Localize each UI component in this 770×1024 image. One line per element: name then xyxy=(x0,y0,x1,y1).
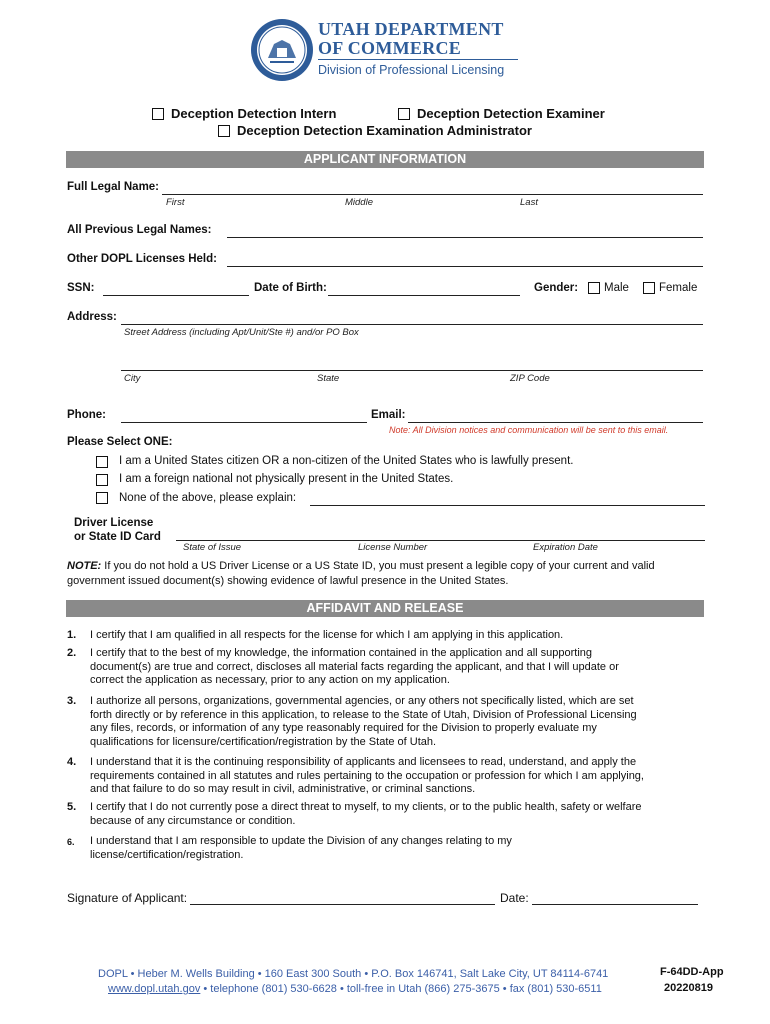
affidavit-item-text xyxy=(90,629,710,643)
address-label: Address: xyxy=(67,311,117,323)
status-foreign-national-label: I am a foreign national not physically present in the United States. xyxy=(119,473,454,485)
affidavit-item-line: forth directly or by reference in this application, to release to the State of Utah, Division of Professional Licensing xyxy=(90,708,637,721)
full-legal-name-label: Full Legal Name: xyxy=(67,181,160,193)
footer-address: DOPL • Heber M. Wells Building • 160 East 300 South • P.O. Box 146741, Salt Lake City, UT 84114-6741 xyxy=(98,968,609,980)
license-type-intern-checkbox[interactable] xyxy=(152,108,164,120)
email-field[interactable] xyxy=(408,422,703,423)
lawful-presence-note xyxy=(67,559,717,589)
affidavit-item-number: 4. xyxy=(67,756,77,768)
state-of-issue-caption: State of Issue xyxy=(183,542,242,553)
affidavit-item-number: 1. xyxy=(67,629,77,641)
affidavit-item-text xyxy=(90,801,710,828)
affidavit-item-text xyxy=(90,756,710,797)
website-link[interactable]: www.dopl.utah.gov xyxy=(108,983,201,995)
street-address-caption: Street Address (including Apt/Unit/Ste #) and/or PO Box xyxy=(124,327,359,338)
affidavit-item-line: I authorize all persons, organizations, governmental agencies, or any others not specifically listed, which are set xyxy=(90,695,634,707)
affidavit-section-title: AFFIDAVIT AND RELEASE xyxy=(66,600,704,617)
note-text-2: government issued document(s) showing evidence of lawful presence in the United States. xyxy=(67,575,509,587)
first-name-caption: First xyxy=(166,197,185,208)
form-date: 20220819 xyxy=(664,982,713,994)
select-one-label: Please Select ONE: xyxy=(67,436,173,448)
affidavit-item-line: and that failure to do so may result in civil, administrative, or criminal sanctions. xyxy=(90,783,476,795)
affidavit-item-line: document(s) are true and correct, discloses all material facts regarding the applicant, and that I will update or xyxy=(90,660,619,673)
license-type-examiner-label: Deception Detection Examiner xyxy=(417,106,605,121)
driver-license-label-1: Driver License xyxy=(74,517,154,529)
email-label: Email: xyxy=(371,409,406,421)
note-text-1: If you do not hold a US Driver License or a US State ID, you must present a legible copy of your current and valid xyxy=(101,560,655,572)
affidavit-item-line: I certify that I am qualified in all respects for the license for which I am applying in this application. xyxy=(90,629,564,641)
status-citizen-label: I am a United States citizen OR a non-citizen of the United States who is lawfully present. xyxy=(119,455,574,467)
status-none-checkbox[interactable] xyxy=(96,492,108,504)
status-citizen-checkbox[interactable] xyxy=(96,456,108,468)
driver-license-label-2: or State ID Card xyxy=(74,531,161,543)
other-licenses-field[interactable] xyxy=(227,266,703,267)
state-caption: State xyxy=(317,373,340,384)
affidavit-item-text xyxy=(90,647,710,688)
phone-field[interactable] xyxy=(121,422,367,423)
gender-female-label: Female xyxy=(659,282,698,294)
affidavit-item-line: requirements contained in all statutes and rules pertaining to the occupation or profession for which I am applying, xyxy=(90,769,644,782)
affidavit-item-line: qualifications for licensure/certification/registration by the State of Utah. xyxy=(90,735,437,748)
affidavit-item-text xyxy=(90,835,710,862)
license-type-examiner-checkbox[interactable] xyxy=(398,108,410,120)
license-number-caption: License Number xyxy=(358,542,428,553)
driver-license-field[interactable] xyxy=(176,540,705,541)
affidavit-item-line: I certify that I do not currently pose a direct threat to myself, to my clients, or to the public health, safety or welfare xyxy=(90,801,642,813)
expiration-date-caption: Expiration Date xyxy=(533,542,598,553)
status-foreign-national-checkbox[interactable] xyxy=(96,474,108,486)
header-divider xyxy=(318,59,518,60)
gender-female-checkbox[interactable] xyxy=(643,282,655,294)
utah-state-seal-icon xyxy=(250,18,314,82)
zip-caption: ZIP Code xyxy=(510,373,550,384)
division-name: Division of Professional Licensing xyxy=(318,63,505,77)
status-explain-field[interactable] xyxy=(310,505,705,506)
street-address-field[interactable] xyxy=(121,324,703,325)
affidavit-item-line: correct the application as necessary, prior to any action on my application. xyxy=(90,674,450,686)
city-caption: City xyxy=(124,373,141,384)
affidavit-item-number: 5. xyxy=(67,801,77,813)
previous-names-field[interactable] xyxy=(227,237,703,238)
affidavit-item-line: I understand that it is the continuing responsibility of applicants and licensees to read, understand, and apply the xyxy=(90,756,637,768)
license-type-administrator-checkbox[interactable] xyxy=(218,125,230,137)
gender-male-label: Male xyxy=(604,282,629,294)
applicant-section-title: APPLICANT INFORMATION xyxy=(66,151,704,168)
signature-label: Signature of Applicant: xyxy=(67,891,188,905)
middle-name-caption: Middle xyxy=(345,197,373,208)
footer-contact xyxy=(108,983,602,995)
gender-male-checkbox[interactable] xyxy=(588,282,600,294)
status-none-label: None of the above, please explain: xyxy=(119,492,297,504)
dob-label: Date of Birth: xyxy=(254,282,327,294)
other-licenses-label: Other DOPL Licenses Held: xyxy=(67,253,217,265)
gender-label: Gender: xyxy=(534,282,579,294)
affidavit-item-text xyxy=(90,695,710,749)
org-name-line2: OF COMMERCE xyxy=(318,38,462,58)
org-name-line1: UTAH DEPARTMENT xyxy=(318,19,504,39)
affidavit-item-line: because of any circumstance or condition. xyxy=(90,814,296,827)
last-name-caption: Last xyxy=(520,197,538,208)
affidavit-item-line: I understand that I am responsible to update the Division of any changes relating to my xyxy=(90,835,512,847)
date-label: Date: xyxy=(500,891,529,905)
affidavit-item-line: license/certification/registration. xyxy=(90,848,244,861)
affidavit-item-line: I certify that to the best of my knowledge, the information contained in the application and all supporting xyxy=(90,647,593,659)
license-type-administrator-label: Deception Detection Examination Administrator xyxy=(237,123,532,138)
affidavit-item-line: any files, records, or information of any type reasonably required for the Division to properly evaluate my xyxy=(90,722,597,734)
date-field[interactable] xyxy=(532,904,698,905)
affidavit-item-number: 3. xyxy=(67,695,77,707)
phone-label: Phone: xyxy=(67,409,106,421)
license-type-intern-label: Deception Detection Intern xyxy=(171,106,337,121)
note-lead: NOTE: xyxy=(67,560,102,572)
form-id: F-64DD-App xyxy=(660,966,724,978)
previous-names-label: All Previous Legal Names: xyxy=(67,224,212,236)
full-legal-name-field[interactable] xyxy=(162,194,703,195)
ssn-label: SSN: xyxy=(67,282,95,294)
dob-field[interactable] xyxy=(328,295,520,296)
footer-phone-line: • telephone (801) 530-6628 • toll-free in Utah (866) 275-3675 • fax (801) 530-6511 xyxy=(200,983,602,995)
signature-field[interactable] xyxy=(190,904,495,905)
ssn-field[interactable] xyxy=(103,295,249,296)
affidavit-item-number: 2. xyxy=(67,647,77,659)
affidavit-item-number: 6. xyxy=(67,837,75,847)
email-note: Note: All Division notices and communication will be sent to this email. xyxy=(389,425,669,435)
city-state-zip-field[interactable] xyxy=(121,370,703,371)
